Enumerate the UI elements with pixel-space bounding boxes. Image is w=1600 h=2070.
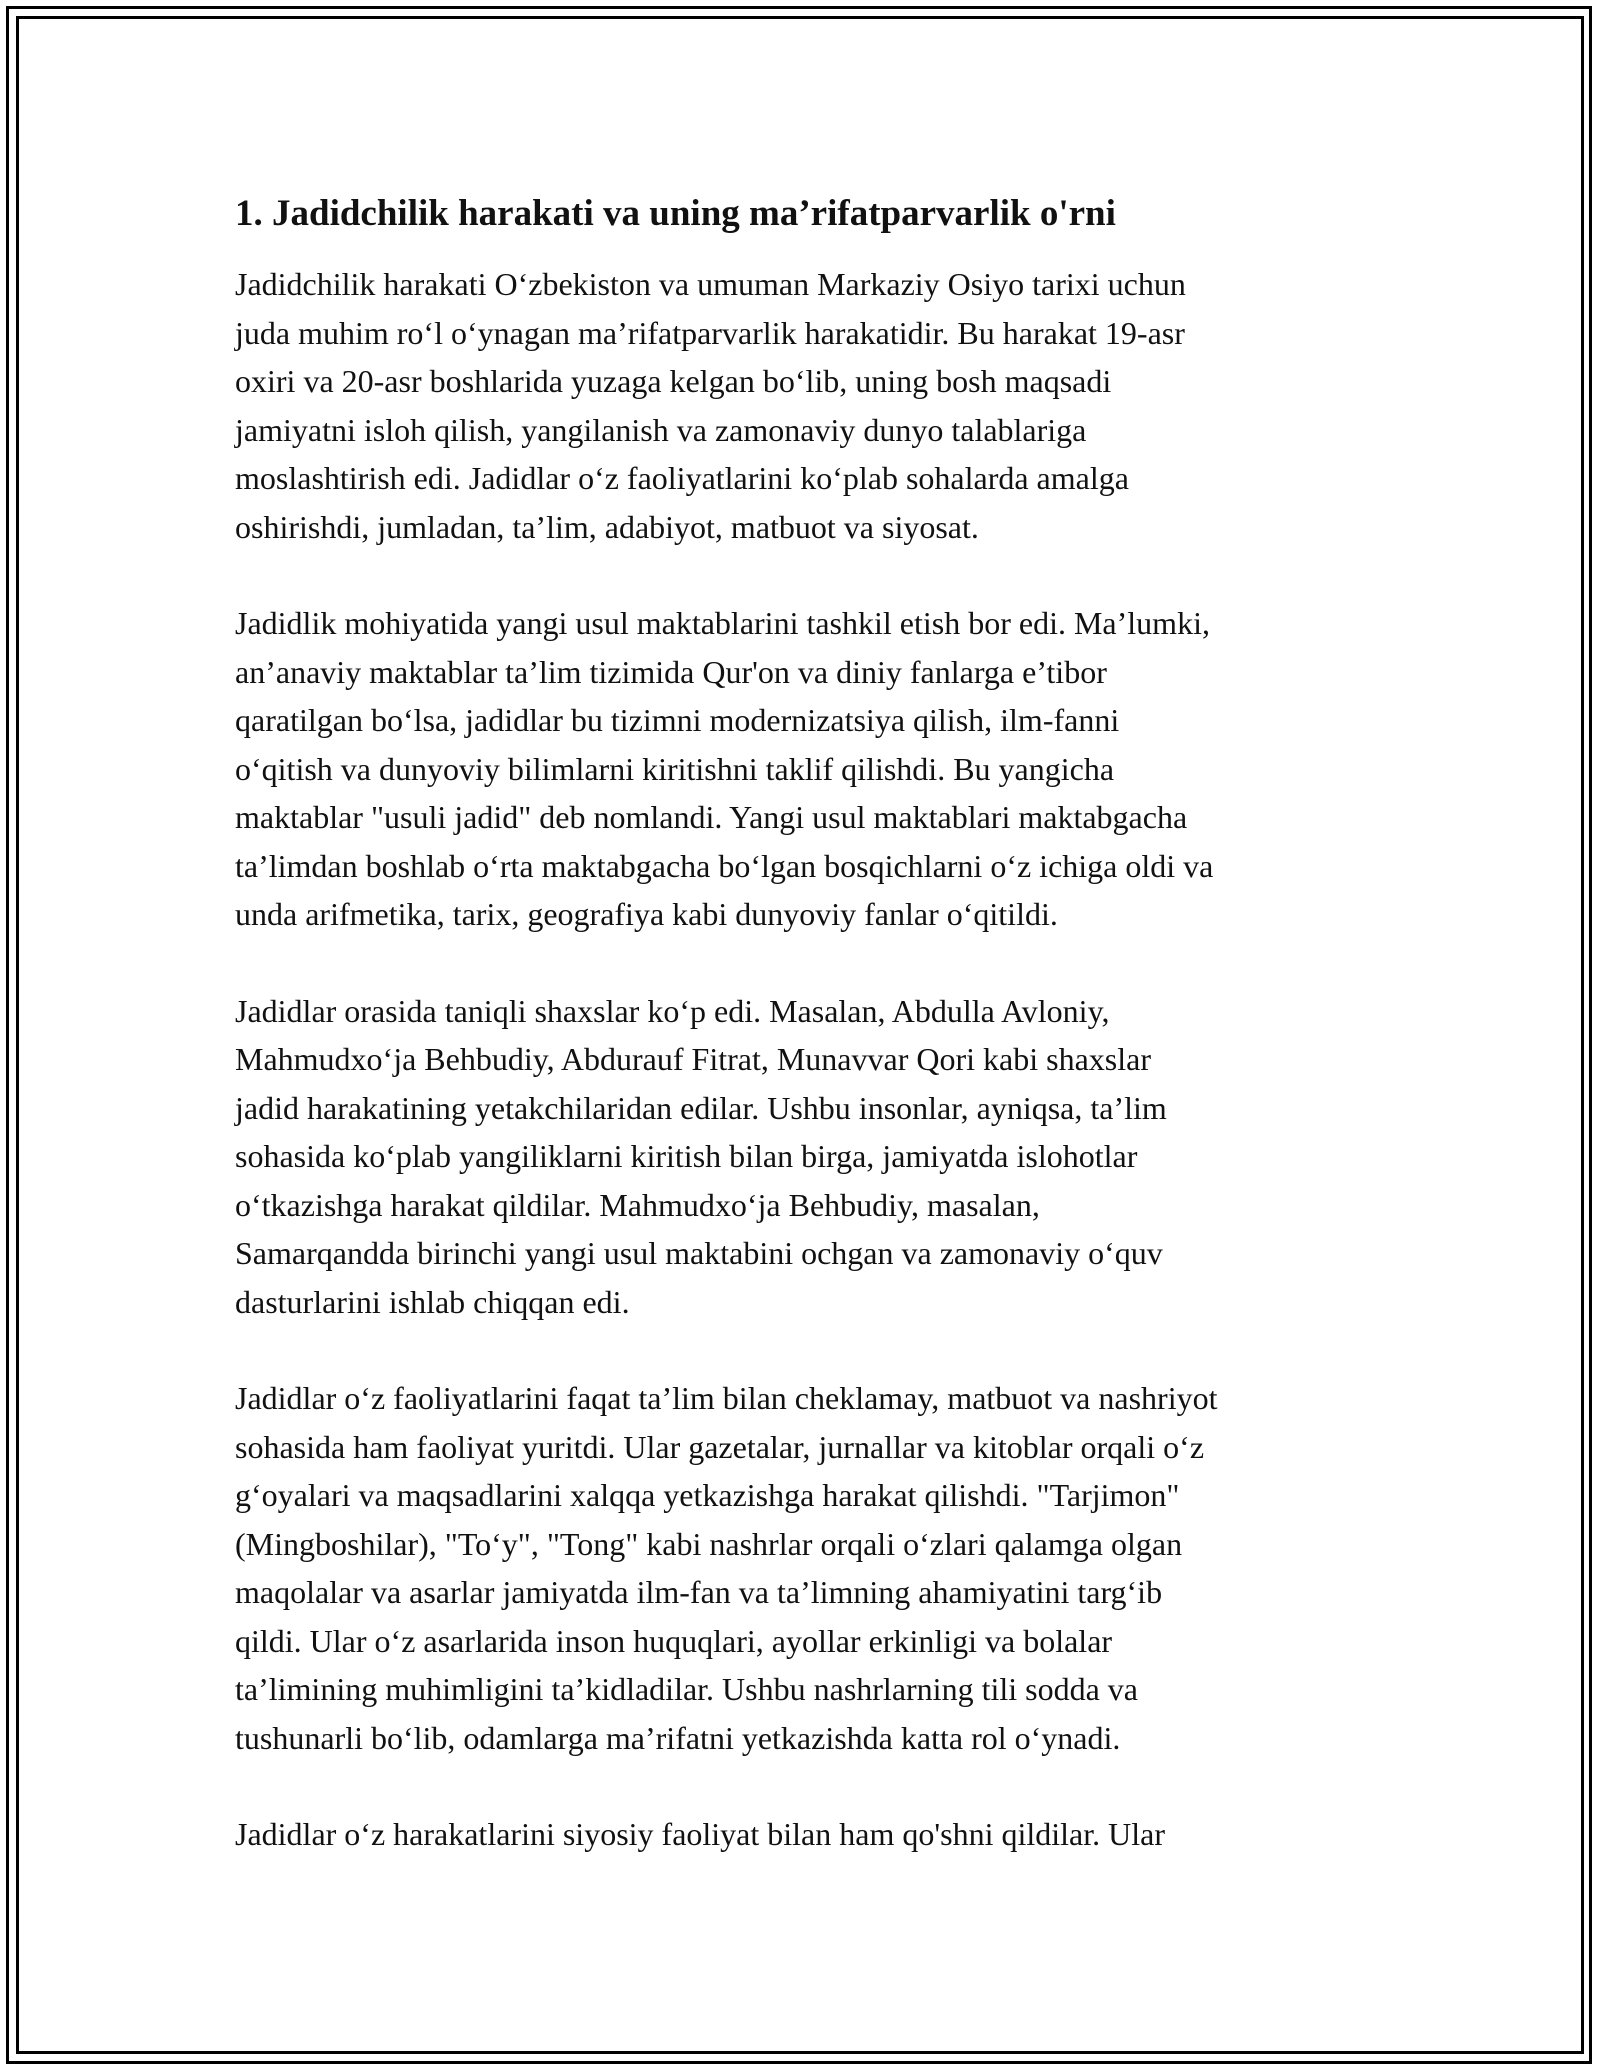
text-line: jadid harakatining yetakchilaridan edilar. Ushbu insonlar, ayniqsa, ta’lim [235, 1089, 1167, 1126]
text-line: o‘qitish va dunyoviy bilimlarni kiritishni taklif qilishdi. Bu yangicha [235, 750, 1115, 787]
paragraph-3 [235, 987, 1385, 1327]
text-line: jamiyatni isloh qilish, yangilanish va zamonaviy dunyo talablariga [235, 411, 1087, 448]
text-line: an’anaviy maktablar ta’lim tizimida Qur'on va diniy fanlarga e’tibor [235, 653, 1107, 690]
text-line: ta’limining muhimligini ta’kidladilar. Ushbu nashrlarning tili sodda va [235, 1671, 1138, 1707]
text-line: ta’limdan boshlab o‘rta maktabgacha bo‘lgan bosqichlarni o‘z ichiga oldi va [235, 847, 1214, 884]
text-line: o‘tkazishga harakat qildilar. Mahmudxo‘ja Behbudiy, masalan, [235, 1186, 1040, 1223]
text-line: Jadidchilik harakati O‘zbekiston va umuman Markaziy Osiyo tarixi uchun [235, 266, 1186, 302]
text-line: Jadidlar o‘z faoliyatlarini faqat ta’lim bilan cheklamay, matbuot va nashriyot [235, 1380, 1218, 1416]
text-line: Mahmudxo‘ja Behbudiy, Abdurauf Fitrat, Munavvar Qori kabi shaxslar [235, 1041, 1151, 1077]
text-line: unda arifmetika, tarix, geografiya kabi dunyoviy fanlar o‘qitildi. [235, 896, 1058, 932]
text-line: Jadidlik mohiyatida yangi usul maktablarini tashkil etish bor edi. Ma’lumki, [235, 605, 1210, 641]
text-line: qildi. Ular o‘z asarlarida inson huquqlari, ayollar erkinligi va bolalar [235, 1622, 1113, 1659]
text-line: juda muhim ro‘l o‘ynagan ma’rifatparvarlik harakatidir. Bu harakat 19-asr [235, 314, 1185, 351]
text-line: (Mingboshilar), "To‘y", "Tong" kabi nashrlar orqali o‘zlari qalamga olgan [235, 1525, 1183, 1562]
document-body [235, 190, 1385, 1859]
text-line: Jadidlar orasida taniqli shaxslar ko‘p edi. Masalan, Abdulla Avloniy, [235, 992, 1110, 1029]
text-line: g‘oyalari va maqsadlarini xalqqa yetkazishga harakat qilishdi. "Tarjimon" [235, 1477, 1180, 1513]
text-line: oshirishdi, jumladan, ta’lim, adabiyot, matbuot va siyosat. [235, 508, 979, 545]
text-line: sohasida ko‘plab yangiliklarni kiritish bilan birga, jamiyatda islohotlar [235, 1138, 1138, 1174]
paragraph-4 [235, 1374, 1385, 1762]
paragraph-1 [235, 260, 1385, 551]
text-line: Jadidlar o‘z harakatlarini siyosiy faoliyat bilan ham qo'shni qildilar. Ular [235, 1816, 1165, 1852]
document-title: 1. Jadidchilik harakati va uning ma’rifatparvarlik o'rni [235, 193, 1116, 234]
text-line: sohasida ham faoliyat yuritdi. Ular gazetalar, jurnallar va kitoblar orqali o‘z [235, 1428, 1205, 1465]
text-line: tushunarli bo‘lib, odamlarga ma’rifatni yetkazishda katta rol o‘ynadi. [235, 1719, 1121, 1756]
text-line: oxiri va 20-asr boshlarida yuzaga kelgan bo‘lib, uning bosh maqsadi [235, 363, 1112, 399]
text-line: moslashtirish edi. Jadidlar o‘z faoliyatlarini ko‘plab sohalarda amalga [235, 460, 1129, 496]
text-line: maqolalar va asarlar jamiyatda ilm-fan va ta’limning ahamiyatini targ‘ib [235, 1574, 1163, 1610]
text-line: dasturlarini ishlab chiqqan edi. [235, 1283, 630, 1320]
text-line: Samarqandda birinchi yangi usul maktabini ochgan va zamonaviy o‘quv [235, 1235, 1163, 1271]
text-line: qaratilgan bo‘lsa, jadidlar bu tizimni modernizatsiya qilish, ilm-fanni [235, 702, 1120, 738]
text-line: maktablar "usuli jadid" deb nomlandi. Yangi usul maktablari maktabgacha [235, 799, 1188, 835]
paragraph-2 [235, 599, 1385, 939]
paragraph-5 [235, 1810, 1385, 1859]
